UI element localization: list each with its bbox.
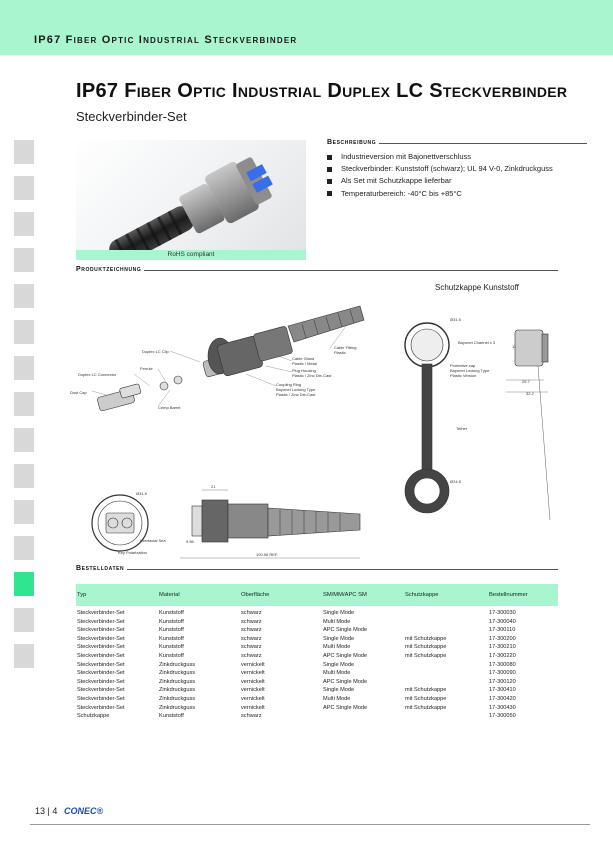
side-index-tab[interactable] [14, 428, 34, 452]
product-photo [76, 140, 306, 250]
side-index-tab[interactable] [14, 284, 34, 308]
label-cable-fitting-material: Plastic [334, 350, 346, 355]
label-protective-cap-version: Plastic Version [450, 373, 477, 378]
table-cell: Steckverbinder-Set [77, 704, 125, 711]
table-cell: mit Schutzkappe [405, 695, 447, 702]
protective-cap-view [405, 323, 449, 513]
description-heading [327, 139, 587, 146]
column-header: Oberfläche [240, 584, 322, 606]
table-row [76, 643, 558, 652]
orders-heading-rule [127, 569, 558, 570]
table-row [76, 652, 558, 661]
label-coupling-ring-material: Plastic / Zinc Die-Cast [276, 392, 316, 397]
table-cell: mit Schutzkappe [405, 644, 447, 651]
table-cell: mit Schutzkappe [405, 652, 447, 659]
table-cell: schwarz [241, 627, 262, 634]
table-cell: Kunststoff [159, 618, 184, 625]
table-cell: schwarz [241, 618, 262, 625]
rohs-caption: RoHS compliant [76, 250, 306, 260]
table-cell: Kunststoff [159, 635, 184, 642]
table-cell [404, 661, 488, 670]
table-cell: 17-300410 [489, 687, 516, 694]
table-cell: Single Mode [323, 687, 355, 694]
label-ferrule: Ferrule [140, 366, 153, 371]
table-cell: APC Single Mode [323, 627, 368, 634]
table-cell [404, 678, 488, 687]
label-dim-25-7: 25.7 [522, 379, 530, 384]
table-cell: vernickelt [241, 695, 265, 702]
side-index-tab[interactable] [14, 644, 34, 668]
table-cell: Zinkdruckguss [159, 687, 196, 694]
description-item: Industrieversion mit Bajonettverschluss [327, 151, 587, 163]
label-key-polarization: Key Polarization [118, 550, 147, 555]
column-header: Bestellnummer [488, 584, 558, 606]
cap-title: Schutzkappe Kunststoff [435, 283, 519, 292]
table-cell: Multi Mode [323, 695, 351, 702]
table-row [76, 678, 558, 687]
table-cell: mit Schutzkappe [405, 704, 447, 711]
table-cell: Steckverbinder-Set [77, 687, 125, 694]
side-index-tab[interactable] [14, 320, 34, 344]
table-cell: Multi Mode [323, 644, 351, 651]
table-cell: vernickelt [241, 678, 265, 685]
table-cell: Single Mode [323, 635, 355, 642]
label-crimp-barrel: Crimp Barrel [158, 405, 181, 410]
product-drawing [60, 290, 610, 560]
table-row [76, 661, 558, 670]
description-item: Als Set mit Schutzkappe lieferbar [327, 175, 587, 187]
table-cell: Multi Mode [323, 670, 351, 677]
page-subtitle: Steckverbinder-Set [76, 109, 187, 124]
table-cell: mit Schutzkappe [405, 635, 447, 642]
label-dim-100-96: 100.96 REF. [256, 552, 279, 557]
label-coupling-ring: Coupling Ring [276, 382, 302, 387]
column-header: Typ [76, 584, 158, 606]
drawing-heading [76, 266, 558, 273]
table-cell: Single Mode [323, 610, 355, 616]
column-header: Material [158, 584, 240, 606]
table-cell: Zinkdruckguss [159, 678, 196, 685]
table-cell: Kunststoff [159, 627, 184, 634]
table-cell: vernickelt [241, 687, 265, 694]
table-cell: Zinkdruckguss [159, 695, 196, 702]
table-cell: APC Single Mode [323, 652, 368, 659]
label-cable-gland: Cable Gland [292, 356, 315, 361]
label-dust-cap: Dust Cap [70, 390, 87, 395]
table-row [76, 635, 558, 644]
table-cell: 17-300080 [489, 661, 516, 668]
footer-rule [30, 824, 590, 825]
drawing-heading-text: Produktzeichnung [76, 266, 142, 273]
label-cable-gland-material: Plastic / Metal [292, 361, 317, 366]
table-cell [322, 712, 404, 721]
table-row [76, 695, 558, 704]
label-interfacial-seal: Interfacial Sea [140, 538, 166, 543]
exploded-view [97, 306, 364, 411]
label-duplex-lc-connector: Duplex LC Connector [78, 372, 117, 377]
connector-photo-illustration [76, 140, 306, 250]
table-row [76, 618, 558, 627]
orders-heading-text: Bestelldaten [76, 565, 125, 572]
table-row [76, 606, 558, 618]
table-row [76, 669, 558, 678]
page-title: IP67 Fiber Optic Industrial Duplex LC Steckverbinder [76, 80, 568, 102]
table-cell: schwarz [241, 635, 262, 642]
side-index-tab-active[interactable] [14, 572, 34, 596]
table-cell: APC Single Mode [323, 678, 368, 685]
table-cell: Steckverbinder-Set [77, 678, 125, 685]
header-banner [0, 0, 613, 55]
side-index-tab[interactable] [14, 536, 34, 560]
side-index-tab[interactable] [14, 176, 34, 200]
side-view [180, 490, 360, 558]
label-dim-32-2: 32.2 [526, 391, 534, 396]
table-cell: 17-300220 [489, 652, 516, 659]
description-item: Steckverbinder: Kunststoff (schwarz); UL 94 V-0, Zinkdruckguss [327, 163, 587, 175]
order-table-header [76, 584, 558, 606]
table-cell: Kunststoff [159, 644, 184, 651]
table-cell: APC Single Mode [323, 704, 368, 711]
label-protective-cap-type: Bayonet Locking Type [450, 368, 490, 373]
table-cell [404, 618, 488, 627]
label-front-diameter: Ø31.5 [136, 491, 147, 496]
banner-title: IP67 Fiber Optic Industrial Steckverbinder [34, 34, 298, 46]
table-cell: Steckverbinder-Set [77, 644, 125, 651]
table-cell [404, 626, 488, 635]
table-row [76, 626, 558, 635]
description-list [327, 151, 587, 200]
label-dim-11: 11 [512, 344, 517, 349]
table-cell: mit Schutzkappe [405, 687, 447, 694]
column-header: SM/MM/APC SM [322, 584, 404, 606]
column-header: Schutzkappe [404, 584, 488, 606]
table-cell: Zinkdruckguss [159, 704, 196, 711]
side-index-tab[interactable] [14, 356, 34, 380]
table-cell: Kunststoff [159, 652, 184, 659]
table-cell: Kunststoff [159, 713, 184, 720]
label-plug-housing-material: Plastic / Zinc Die-Cast [292, 373, 332, 378]
table-cell: Steckverbinder-Set [77, 618, 125, 625]
table-cell: schwarz [241, 713, 262, 720]
table-cell: 17-300200 [489, 635, 516, 642]
conec-logo: CONEC® [64, 806, 104, 816]
table-cell: 17-300030 [489, 610, 516, 616]
side-index-tab[interactable] [14, 392, 34, 416]
table-cell: Steckverbinder-Set [77, 661, 125, 668]
table-cell: Steckverbinder-Set [77, 610, 125, 616]
label-tether: Tether [456, 426, 468, 431]
table-cell: Steckverbinder-Set [77, 627, 125, 634]
table-cell: 17-300040 [489, 618, 516, 625]
table-cell: vernickelt [241, 661, 265, 668]
table-cell: Steckverbinder-Set [77, 695, 125, 702]
table-cell: 17-300120 [489, 678, 516, 685]
table-cell [404, 712, 488, 721]
table-cell: Steckverbinder-Set [77, 635, 125, 642]
table-row [76, 712, 558, 721]
description-item: Temperaturbereich: -40°C bis +85°C [327, 188, 587, 200]
table-cell: Multi Mode [323, 618, 351, 625]
table-cell: Zinkdruckguss [159, 661, 196, 668]
table-cell: Steckverbinder-Set [77, 670, 125, 677]
table-cell: schwarz [241, 644, 262, 651]
table-cell: schwarz [241, 610, 262, 616]
label-cap-diameter: Ø31.5 [450, 317, 461, 322]
order-table [76, 584, 558, 721]
table-cell: 17-300430 [489, 704, 516, 711]
label-cable-fitting: Cable Fitting [334, 345, 357, 350]
table-cell: 17-300110 [489, 627, 516, 634]
drawing-heading-rule [144, 270, 558, 271]
description-heading-text: Beschreibung [327, 139, 377, 146]
table-row [76, 704, 558, 713]
table-cell: vernickelt [241, 704, 265, 711]
table-cell: Zinkdruckguss [159, 670, 196, 677]
table-cell: Schutzkappe [77, 713, 110, 720]
side-index-tab[interactable] [14, 140, 34, 164]
table-cell: 17-300420 [489, 695, 516, 702]
side-index-tab[interactable] [14, 464, 34, 488]
label-bayonet-channel: Bayonet Channel x 3 [458, 340, 496, 345]
cap-side-view [506, 330, 550, 520]
side-index-tab[interactable] [14, 500, 34, 524]
table-cell [404, 606, 488, 618]
table-cell: 17-300090 [489, 670, 516, 677]
orders-heading [76, 565, 558, 572]
table-cell [404, 669, 488, 678]
table-cell: Steckverbinder-Set [77, 652, 125, 659]
description-heading-rule [379, 143, 587, 144]
label-plug-housing: Plug Housing [292, 368, 316, 373]
table-cell: Single Mode [323, 661, 355, 668]
table-row [76, 686, 558, 695]
table-cell: 17-300050 [489, 713, 516, 720]
table-cell: vernickelt [241, 670, 265, 677]
label-protective-cap: Protective cap [450, 363, 476, 368]
table-cell: 17-300210 [489, 644, 516, 651]
label-dim-9-56: 9.56 [186, 539, 194, 544]
label-coupling-ring-type: Bayonet Locking Type [276, 387, 316, 392]
label-duplex-lc-clip: Duplex LC Clip [142, 349, 169, 354]
page-number: 13 | 4 [35, 806, 58, 816]
side-index-tab[interactable] [14, 212, 34, 236]
table-cell: Kunststoff [159, 610, 184, 616]
label-ring-diameter: Ø24.5 [450, 479, 461, 484]
label-dim-21: 21 [211, 484, 216, 489]
side-index-tab[interactable] [14, 608, 34, 632]
side-index-tab[interactable] [14, 248, 34, 272]
table-cell: schwarz [241, 652, 262, 659]
